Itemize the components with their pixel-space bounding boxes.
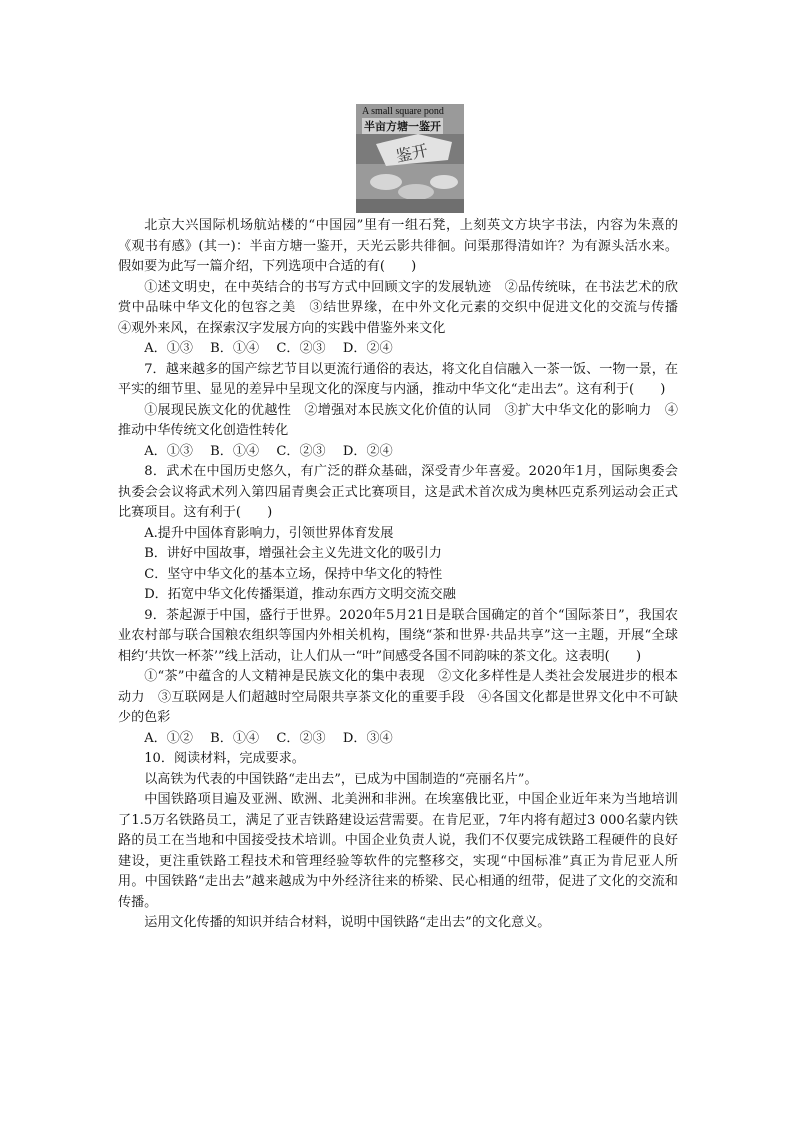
q7-options: A．①③ B．①④ C．②③ D．②④ (144, 443, 393, 459)
caption-chinese: 半亩方塘一鉴开 (364, 120, 441, 133)
svg-text:鉴开: 鉴开 (394, 140, 430, 166)
q8-option-b: B．讲好中国故事，增强社会主义先进文化的吸引力 (144, 546, 442, 561)
q8-option-c: C．坚守中华文化的基本立场，保持中华文化的特性 (144, 566, 443, 582)
q10-requirement: 运用文化传播的知识并结合材料，说明中国铁路“走出去”的文化意义。 (144, 915, 551, 930)
q10-material-2: 中国铁路项目遍及亚洲、欧洲、北美洲和非洲。在埃塞俄比亚，中国企业近年来为当地培训了1.5万名铁路员工，满足了亚吉铁路建设运营需要。在肯尼亚，7年内将有超过3 000名蒙内铁路的员工在当地和中国接受技术培训。中国企业负责人说，我们不仅要完成铁路工程硬件的良好建设，更注重铁路工程技术和管理经验等软件的完整移交，实现“中国标准”真正为肯尼亚人所用。中国铁路“走出去”越来越成为中外经济往来的桥梁、民心相通的纽带，促进了文化的交流和传播。 (118, 792, 678, 910)
q6-stem: 北京大兴国际机场航站楼的“中国园”里有一组石凳，上刻英文方块字书法，内容为朱熹的《观书有感》(其一)：半亩方塘一鉴开，天光云影共徘徊。问渠那得清如许？为有源头活水来。假如要为此写一篇介绍，下列选项中合适的有( ) (118, 218, 678, 274)
q10-material-1: 以高铁为代表的中国铁路“走出去”，已成为中国制造的“亮丽名片”。 (144, 771, 538, 787)
q9-statements: ①“茶”中蕴含的人文精神是民族文化的集中表现 ②文化多样性是人类社会发展进步的根本动力 ③互联网是人们超越时空局限共享茶文化的重要手段 ④各国文化都是世界文化中不可缺少的色彩 (118, 669, 678, 725)
q7-stem: 7．越来越多的国产综艺节目以更流行通俗的表达，将文化自信融入一茶一饭、一物一景，在平实的细节里、显见的差异中呈现文化的深度与内涵，推动中华文化“走出去”。这有利于( ) (118, 361, 678, 397)
q8-option-a: A.提升中国体育影响力，引领世界体育发展 (144, 525, 394, 541)
q8-stem: 8．武术在中国历史悠久，有广泛的群众基础，深受青少年喜爱。2020年1月，国际奥委会执委会会议将武术列入第四届青奥会正式比赛项目，这是武术首次成为奥林匹克系列运动会正式比赛项目。这有利于( ) (118, 464, 678, 520)
question-text (118, 216, 692, 934)
q6-options: A．①③ B．①④ C．②③ D．②④ (144, 341, 393, 356)
q9-options: A．①② B．①④ C．②③ D．③④ (144, 730, 393, 746)
calligraphy-photo (356, 104, 464, 213)
q8-option-d: D．拓宽中华文化传播渠道，推动东西方文明交流交融 (144, 587, 456, 602)
q6-statements: ①述文明史，在中英结合的书写方式中回顾文字的发展轨迹 ②品传统味，在书法艺术的欣赏中品味中华文化的包容之美 ③结世界缘，在中外文化元素的交织中促进文化的交流与传播 ④观外来风，在探索汉字发展方向的实践中借鉴外来文化 (118, 279, 692, 336)
q10-stem: 10．阅读材料，完成要求。 (144, 751, 305, 766)
q7-statements: ①展现民族文化的优越性 ②增强对本民族文化价值的认同 ③扩大中华文化的影响力 ④推动中华传统文化创造性转化 (118, 402, 678, 438)
q9-stem: 9．茶起源于中国，盛行于世界。2020年5月21日是联合国确定的首个“国际茶日”，我国农业农村部与联合国粮农组织等国内外相关机构，围绕“茶和世界·共品共享”这一主题，开展“全球相约‘共饮一杯茶’”线上活动，让人们从一“叶”间感受各国不同韵味的茶文化。这表明( ) (118, 607, 678, 664)
caption-english: A small square pond (362, 106, 444, 117)
